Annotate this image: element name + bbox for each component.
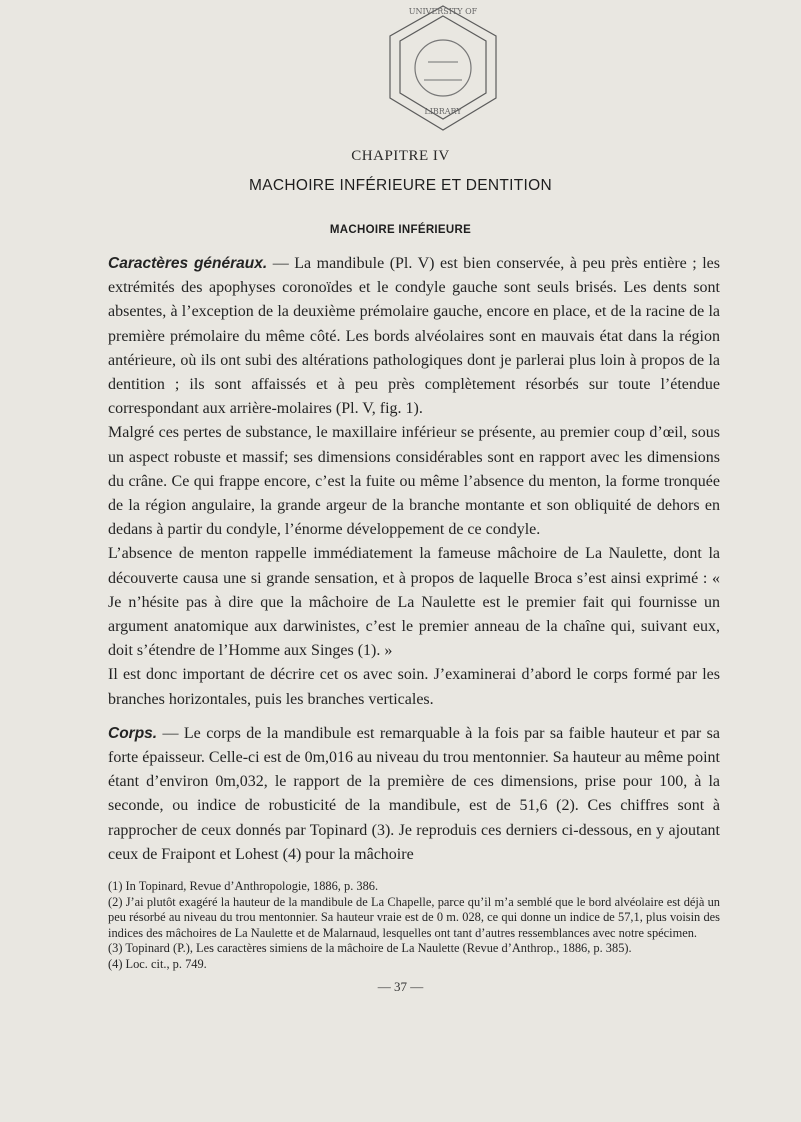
footnote: (1) In Topinard, Revue d’Anthropologie, 1886, p. 386. xyxy=(108,879,379,893)
paragraph-text: Malgré ces pertes de substance, le maxillaire inférieur se présente, au premier coup d’œil, sous un aspect robuste et massif; ses dimensions considérables sont en rapport avec les dimensions du crâne. Ce qui frappe encore, c’est la fuite ou même l’absence du menton, la forme tronquée de la région angulaire, la grande argeur de la branche montante et son obliquité de dehors en dedans à partir du condyle, l’énorme développement de ce condyle. xyxy=(108,424,720,539)
paragraph xyxy=(108,542,720,663)
paragraph-text: Il est donc important de décrire cet os avec soin. J’examinerai d’abord le corps formé par les branches horizontales, puis les branches verticales. xyxy=(108,666,720,708)
stamp-bottom-text: LIBRARY xyxy=(424,107,462,116)
footnote: (3) Topinard (P.), Les caractères simiens de la mâchoire de La Naulette (Revue d’Anthrop., 1886, p. 385). xyxy=(108,941,632,956)
paragraph-lead: Corps. xyxy=(108,724,158,742)
page-number: — 37 — xyxy=(377,979,424,994)
paragraph xyxy=(108,252,720,421)
paragraph-text: L’absence de menton rappelle immédiatement la fameuse mâchoire de La Naulette, dont la découverte causa une si grande sensation, et à propos de laquelle Broca s’est ainsi exprimé : « Je n’hésite pas à dire que la mâchoire de La Naulette est le premier fait qui fournisse un argument anatomique aux darwinistes, c’est le premier anneau de la chaîne qui, suivant eux, doit s’étendre de l’Homme aux Singes (1). » xyxy=(108,545,720,660)
paragraph xyxy=(108,722,720,867)
section-subtitle: MACHOIRE INFÉRIEURE xyxy=(329,224,472,236)
footnote: (4) Loc. cit., p. 749. xyxy=(108,956,207,971)
paragraph xyxy=(108,663,720,711)
paragraph-text: — La mandibule (Pl. V) est bien conservée, à peu près entière ; les extrémités des apophyses coronoïdes et le condyle gauche sont seuls brisés. Les dents sont absentes, à l’exception de la deuxième prémolaire gauche, encore en place, et de la racine de la première prémolaire du même côté. Les bords alvéolaires sont en mauvais état dans la région antérieure, où ils ont subi des altérations pathologiques dont je parlerai plus loin à propos de la dentition ; ils sont affaissés et à peu près complètement résorbés sur toute l’étendue correspondant aux arrière-molaires (Pl. V, fig. 1). xyxy=(108,255,721,418)
chapter-title: MACHOIRE INFÉRIEURE ET DENTITION xyxy=(249,177,552,194)
footnote: (2) J’ai plutôt exagéré la hauteur de la mandibule de La Chapelle, parce qu’il m’a semblé que le bord alvéolaire est déjà un peu résorbé au niveau du trou mentonnier. Sa hauteur vraie est de 0 m. 028, ce qui donne un indice de 57,1, plus voisin des indices des mâchoires de La Naulette et de Malarnaud, lesquelles ont tant d’autres ressemblances avec notre spécimen. xyxy=(108,894,720,940)
chapter-heading: CHAPITRE IV xyxy=(351,148,450,164)
stamp-top-text: UNIVERSITY OF xyxy=(408,7,478,16)
library-seal-icon xyxy=(378,2,508,137)
paragraph xyxy=(108,421,720,542)
paragraph-lead: Caractères généraux. xyxy=(108,255,268,272)
footnotes xyxy=(108,879,720,973)
body-text xyxy=(108,252,720,867)
paragraph-text: — Le corps de la mandibule est remarquable à la fois par sa faible hauteur et par sa forte épaisseur. Celle-ci est de 0m,016 au niveau du trou mentonnier. Sa hauteur au même point étant d’environ 0m,032, le rapport de la première de ces dimensions, prise pour 100, à la seconde, ou indice de robusticité de la mandibule, est de 51,6 (2). Ces chiffres sont à rapprocher de ceux donnés par Topinard (3). Je reproduis ces derniers ci-dessous, en y ajoutant ceux de Fraipont et Lohest (4) pour la mâchoire xyxy=(108,724,720,863)
